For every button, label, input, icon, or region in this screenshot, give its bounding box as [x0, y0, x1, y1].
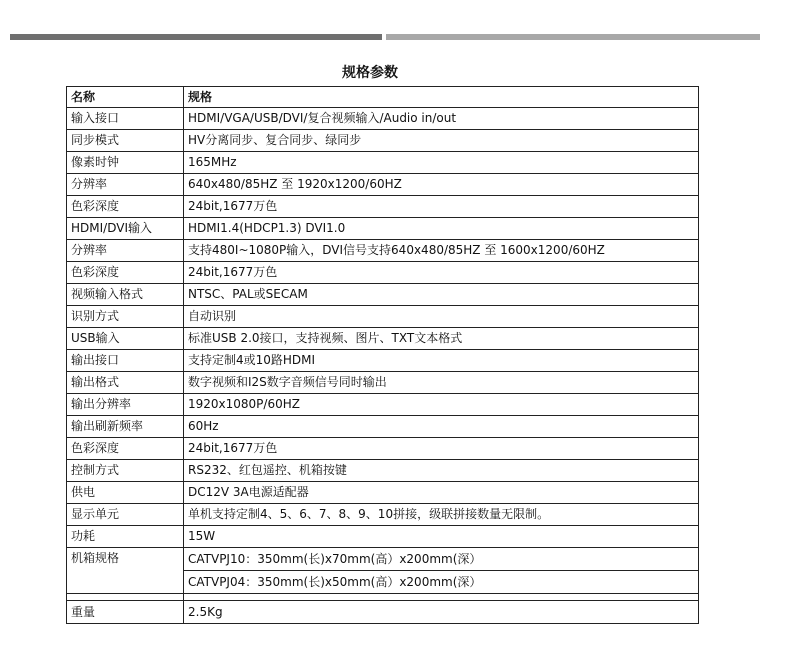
- row-name-cell: 供电: [67, 482, 184, 504]
- table-row-weight: [67, 601, 699, 624]
- table-row: [67, 218, 699, 240]
- row-value-cell: 60Hz: [184, 416, 699, 438]
- row-name-cell: 像素时钟: [67, 152, 184, 174]
- table-row: [67, 284, 699, 306]
- row-name-cell: 输出刷新频率: [67, 416, 184, 438]
- row-value-cell: 数字视频和I2S数字音频信号同时输出: [184, 372, 699, 394]
- header-spec: 规格: [184, 87, 699, 108]
- row-value-cell: 支持480I~1080P输入，DVI信号支持640x480/85HZ 至 1600x1200/60HZ: [184, 240, 699, 262]
- table-row: [67, 438, 699, 460]
- table-row: [67, 482, 699, 504]
- row-value-cell: 24bit,1677万色: [184, 196, 699, 218]
- table-row: [67, 174, 699, 196]
- row-name-cell: 分辨率: [67, 174, 184, 196]
- row-name-cell: 识别方式: [67, 306, 184, 328]
- table-row: [67, 394, 699, 416]
- row-value-cell: 24bit,1677万色: [184, 262, 699, 284]
- row-name-cell: 输入接口: [67, 108, 184, 130]
- row-name-cell: 色彩深度: [67, 196, 184, 218]
- spacer-cell: [184, 594, 699, 601]
- row-name-cell: 输出分辨率: [67, 394, 184, 416]
- row-name-cell: 视频输入格式: [67, 284, 184, 306]
- row-value-cell: 单机支持定制4、5、6、7、8、9、10拼接，级联拼接数量无限制。: [184, 504, 699, 526]
- row-value-cell: 2.5Kg: [184, 601, 699, 624]
- row-value-cell: 标准USB 2.0接口，支持视频、图片、TXT文本格式: [184, 328, 699, 350]
- table-row: [67, 460, 699, 482]
- table-row: [67, 306, 699, 328]
- row-value-cell: 自动识别: [184, 306, 699, 328]
- table-row: [67, 262, 699, 284]
- row-name-cell: 输出格式: [67, 372, 184, 394]
- table-row-chassis: [67, 548, 699, 594]
- table-row: [67, 196, 699, 218]
- row-name-cell: 功耗: [67, 526, 184, 548]
- row-name-cell: 色彩深度: [67, 262, 184, 284]
- row-value-cell: 24bit,1677万色: [184, 438, 699, 460]
- row-name-cell: USB输入: [67, 328, 184, 350]
- table-row: [67, 108, 699, 130]
- row-value-cell: 640x480/85HZ 至 1920x1200/60HZ: [184, 174, 699, 196]
- row-value-cell: 支持定制4或10路HDMI: [184, 350, 699, 372]
- table-row: [67, 526, 699, 548]
- table-row: [67, 416, 699, 438]
- row-value-cell: RS232、红包遥控、机箱按键: [184, 460, 699, 482]
- row-name-cell: 色彩深度: [67, 438, 184, 460]
- chassis-line-2: CATVPJ04：350mm(长)x50mm(高）x200mm(深）: [188, 575, 482, 589]
- divider-segment-dark: [10, 34, 382, 40]
- row-value-cell: 15W: [184, 526, 699, 548]
- row-value-cell: 1920x1080P/60HZ: [184, 394, 699, 416]
- table-row: [67, 240, 699, 262]
- row-name-cell: 机箱规格: [67, 548, 184, 594]
- table-header-row: [67, 87, 699, 108]
- row-name-cell: HDMI/DVI输入: [67, 218, 184, 240]
- row-value-cell: 165MHz: [184, 152, 699, 174]
- row-name-cell: 控制方式: [67, 460, 184, 482]
- header-name: 名称: [67, 87, 184, 108]
- row-name-cell: 分辨率: [67, 240, 184, 262]
- row-name-cell: 输出接口: [67, 350, 184, 372]
- table-row: [67, 372, 699, 394]
- table-row: [67, 130, 699, 152]
- row-value-cell: NTSC、PAL或SECAM: [184, 284, 699, 306]
- row-name-cell: 显示单元: [67, 504, 184, 526]
- row-name-cell: 同步模式: [67, 130, 184, 152]
- table-row: [67, 350, 699, 372]
- divider-segment-light: [386, 34, 760, 40]
- row-value-cell: DC12V 3A电源适配器: [184, 482, 699, 504]
- table-row: [67, 504, 699, 526]
- table-spacer-row: [67, 594, 699, 601]
- top-divider-bar: [10, 34, 760, 40]
- table-row: [67, 152, 699, 174]
- page-title: 规格参数: [342, 65, 398, 81]
- row-name-cell: 重量: [67, 601, 184, 624]
- spec-table: [66, 86, 699, 624]
- chassis-line-1: CATVPJ10：350mm(长)x70mm(高）x200mm(深）: [184, 548, 698, 571]
- spacer-cell: [67, 594, 184, 601]
- row-value-cell: HV分离同步、复合同步、绿同步: [184, 130, 699, 152]
- row-value-cell: HDMI/VGA/USB/DVI/复合视频输入/Audio in/out: [184, 108, 699, 130]
- row-value-cell: HDMI1.4(HDCP1.3) DVI1.0: [184, 218, 699, 240]
- row-value-cell-multi: [184, 548, 699, 594]
- table-row: [67, 328, 699, 350]
